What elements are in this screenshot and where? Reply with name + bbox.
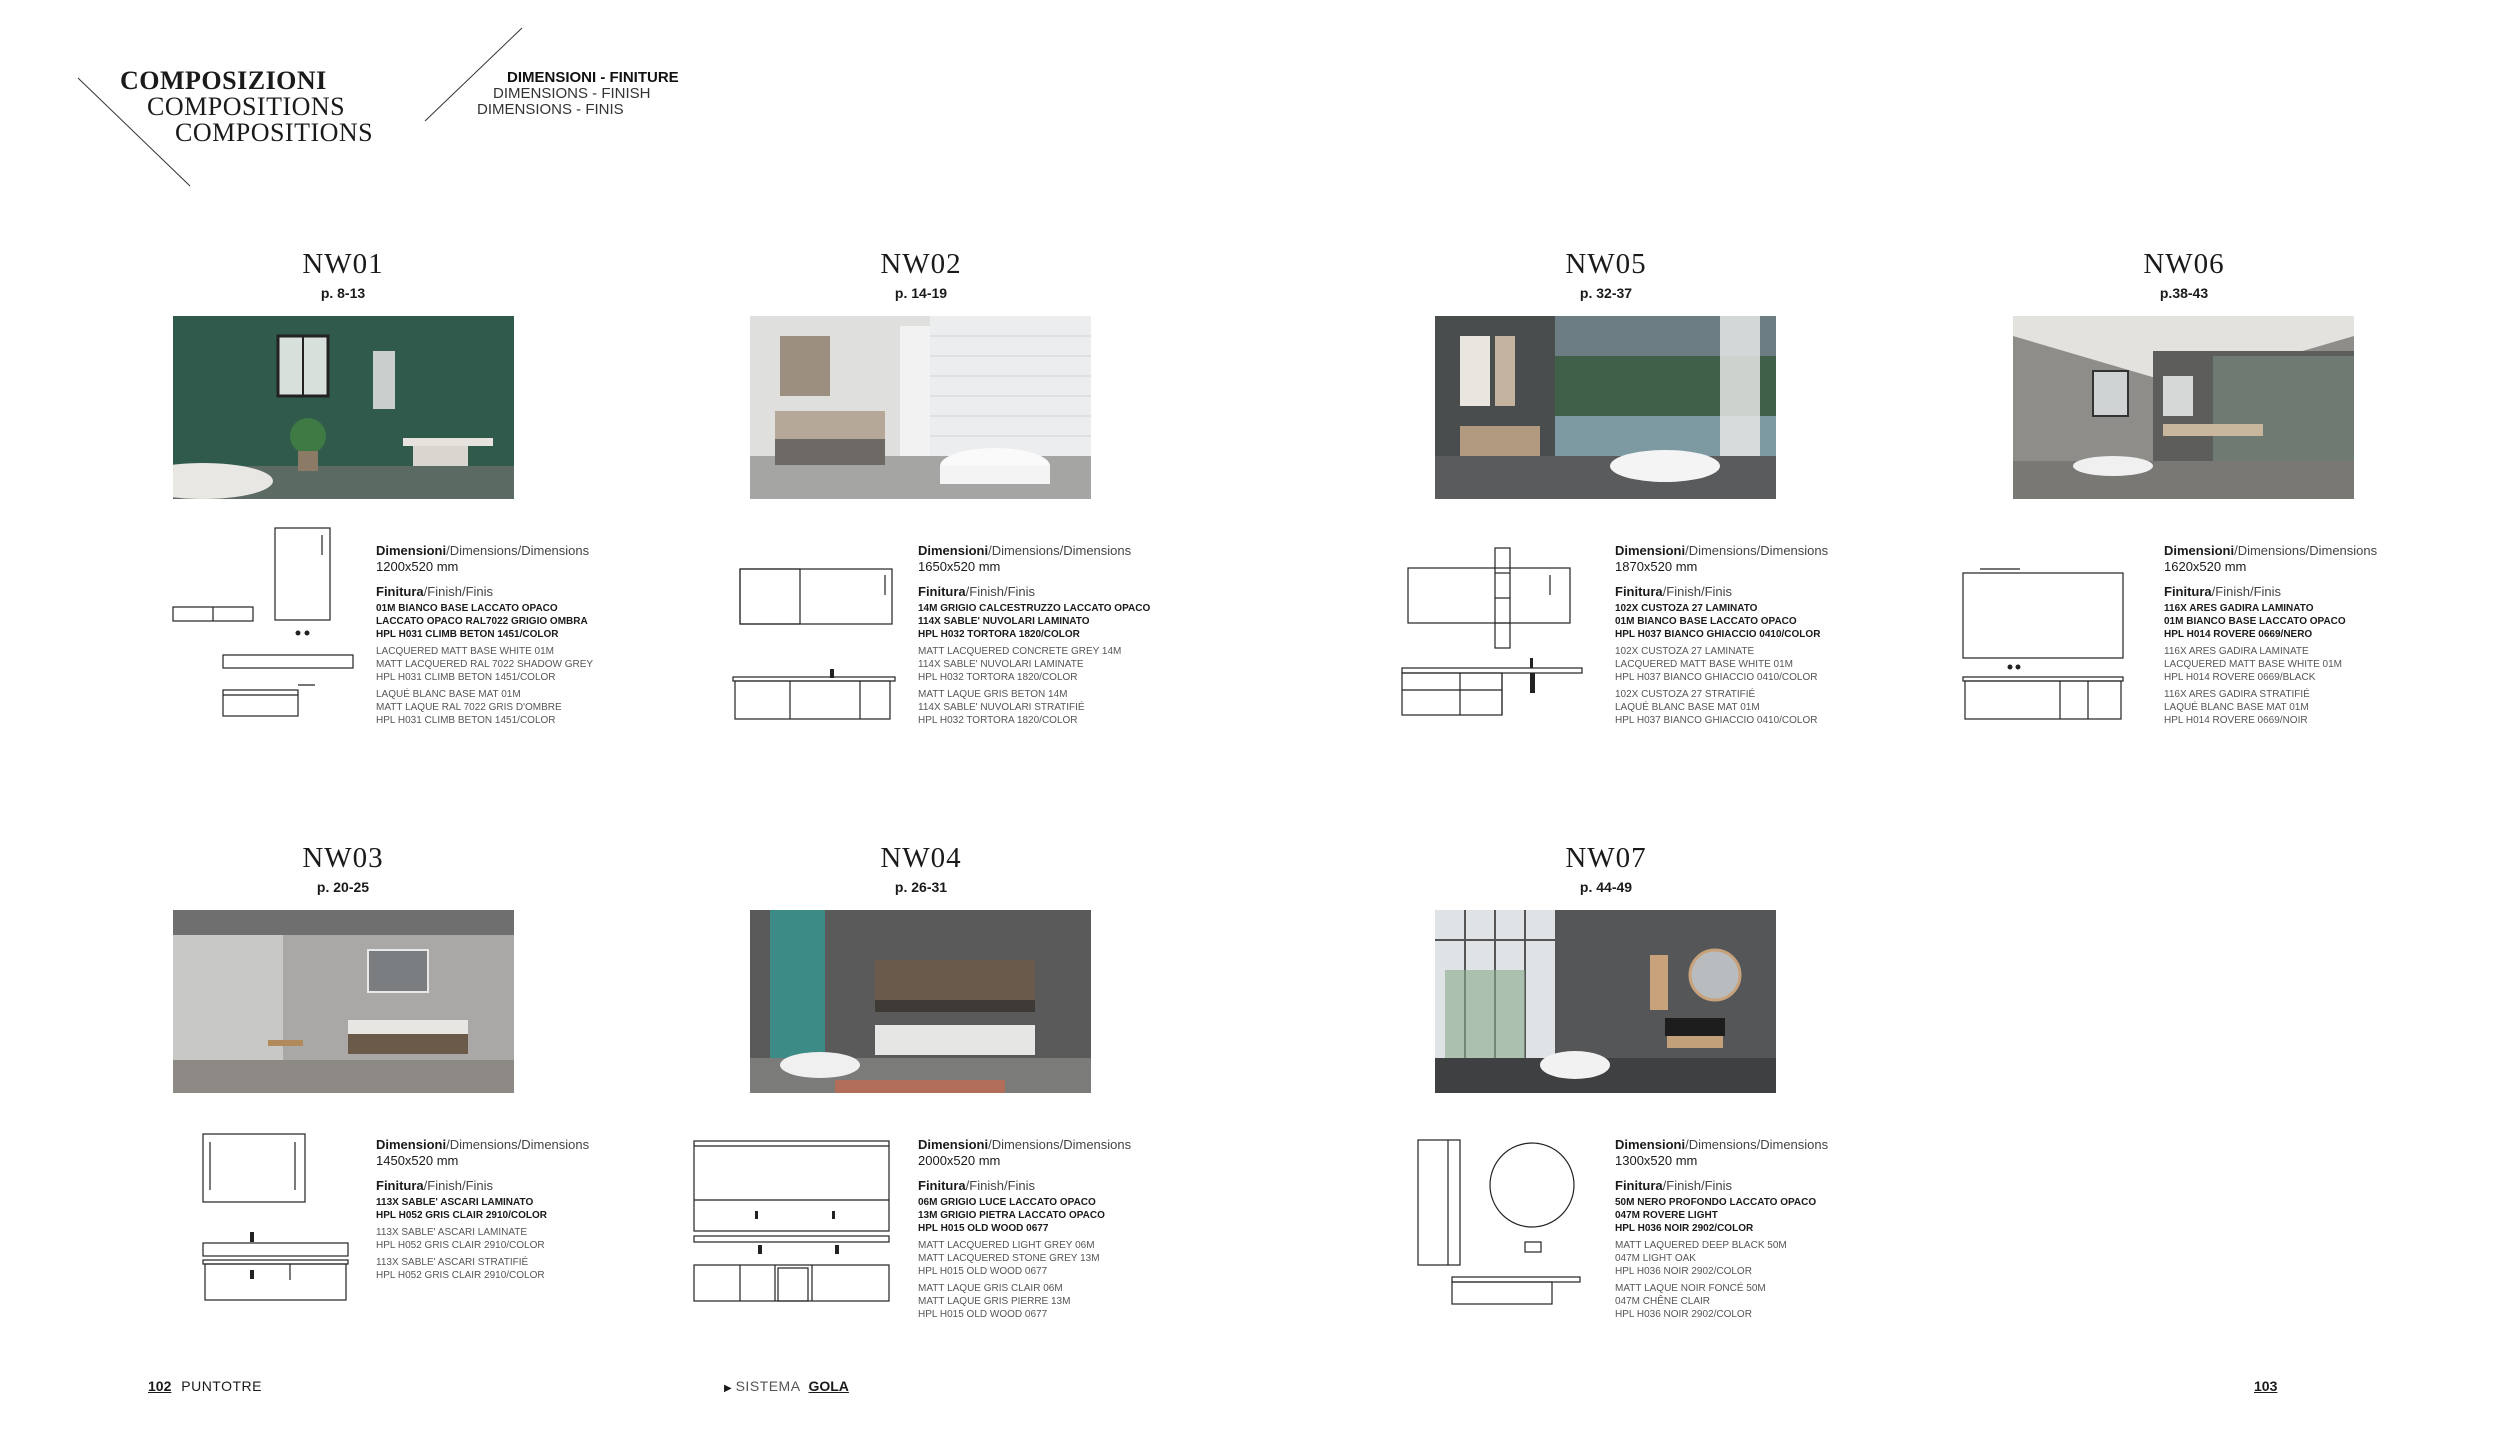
finish-fr-line: MATT LAQUE GRIS CLAIR 06M bbox=[918, 1283, 1063, 1294]
finish-it-line: HPL H015 OLD WOOD 0677 bbox=[918, 1223, 1049, 1234]
dim-label: Dimensioni bbox=[376, 543, 447, 558]
finish-en-line: HPL H032 TORTORA 1820/COLOR bbox=[918, 672, 1078, 683]
dim-label: Dimensioni bbox=[2164, 543, 2235, 558]
finish-it-line: HPL H031 CLIMB BETON 1451/COLOR bbox=[376, 629, 559, 640]
subtitle-dimensions-finish: DIMENSIONS - FINISH bbox=[493, 85, 651, 102]
finish-it-line: 047M ROVERE LIGHT bbox=[1615, 1210, 1718, 1221]
finish-en-line: MATT LACQUERED CONCRETE GREY 14M bbox=[918, 646, 1122, 657]
finish-fr-line: 114X SABLE' NUVOLARI STRATIFIÉ bbox=[918, 702, 1085, 713]
triangle-right-icon: ▶ bbox=[724, 1383, 732, 1394]
dim-label-translations: /Dimensions/Dimensions bbox=[446, 1137, 590, 1152]
spec-nw06 bbox=[2164, 543, 2424, 727]
finish-it-line: 01M BIANCO BASE LACCATO OPACO bbox=[2164, 616, 2346, 627]
comp-title-nw02: NW02 bbox=[880, 248, 962, 280]
finish-it-line: 116X ARES GADIRA LAMINATO bbox=[2164, 603, 2314, 614]
finish-fr-line: HPL H036 NOIR 2902/COLOR bbox=[1615, 1309, 1752, 1320]
comp-page-nw03: p. 20-25 bbox=[316, 879, 370, 895]
brand-name: PUNTOTRE bbox=[181, 1378, 262, 1394]
comp-page-nw02: p. 14-19 bbox=[894, 285, 948, 301]
finish-en-line: HPL H031 CLIMB BETON 1451/COLOR bbox=[376, 672, 556, 683]
finish-fr-line: HPL H052 GRIS CLAIR 2910/COLOR bbox=[376, 1270, 545, 1281]
dim-label: Dimensioni bbox=[1615, 543, 1686, 558]
photo-nw05 bbox=[1435, 316, 1776, 499]
drawing-nw02 bbox=[730, 565, 900, 725]
photo-nw01 bbox=[173, 316, 514, 499]
dim-label: Dimensioni bbox=[918, 1137, 989, 1152]
finish-it-line: HPL H037 BIANCO GHIACCIO 0410/COLOR bbox=[1615, 629, 1821, 640]
comp-page-nw04: p. 26-31 bbox=[894, 879, 948, 895]
finish-en-line: MATT LACQUERED STONE GREY 13M bbox=[918, 1253, 1100, 1264]
size-nw04: 2000x520 mm bbox=[918, 1153, 1001, 1168]
fin-label: Finitura bbox=[376, 584, 424, 599]
spec-nw01 bbox=[376, 543, 636, 727]
dim-label: Dimensioni bbox=[1615, 1137, 1686, 1152]
finish-it-line: 01M BIANCO BASE LACCATO OPACO bbox=[1615, 616, 1797, 627]
finish-fr-line: LAQUÉ BLANC BASE MAT 01M bbox=[376, 689, 521, 700]
finish-fr-line: 116X ARES GADIRA STRATIFIÉ bbox=[2164, 689, 2310, 700]
finish-fr-line: MATT LAQUE NOIR FONCÉ 50M bbox=[1615, 1283, 1766, 1294]
fin-label-translations: /Finish/Finis bbox=[423, 1178, 494, 1193]
footer-center bbox=[724, 1378, 849, 1394]
finish-en-line: MATT LAQUERED DEEP BLACK 50M bbox=[1615, 1240, 1787, 1251]
drawing-nw04 bbox=[690, 1138, 900, 1308]
finish-fr-line: LAQUÉ BLANC BASE MAT 01M bbox=[1615, 702, 1760, 713]
finish-it-line: HPL H032 TORTORA 1820/COLOR bbox=[918, 629, 1080, 640]
finish-fr-line: MATT LAQUE GRIS PIERRE 13M bbox=[918, 1296, 1071, 1307]
finish-en-line: HPL H015 OLD WOOD 0677 bbox=[918, 1266, 1048, 1277]
finish-it-line: LACCATO OPACO RAL7022 GRIGIO OMBRA bbox=[376, 616, 588, 627]
finish-fr-line: HPL H015 OLD WOOD 0677 bbox=[918, 1309, 1048, 1320]
finish-fr-line: LAQUÉ BLANC BASE MAT 01M bbox=[2164, 702, 2309, 713]
fin-label: Finitura bbox=[1615, 584, 1663, 599]
drawing-nw07 bbox=[1410, 1130, 1600, 1305]
finish-en-line: MATT LACQUERED LIGHT GREY 06M bbox=[918, 1240, 1095, 1251]
photo-nw03 bbox=[173, 910, 514, 1093]
comp-title-nw05: NW05 bbox=[1565, 248, 1647, 280]
finish-it-line: 114X SABLE' NUVOLARI LAMINATO bbox=[918, 616, 1090, 627]
comp-page-nw07: p. 44-49 bbox=[1579, 879, 1633, 895]
dim-label-translations: /Dimensions/Dimensions bbox=[1685, 1137, 1829, 1152]
drawing-nw06 bbox=[1960, 565, 2135, 725]
finish-it-line: 06M GRIGIO LUCE LACCATO OPACO bbox=[918, 1197, 1096, 1208]
fin-label-translations: /Finish/Finis bbox=[965, 584, 1036, 599]
finish-it-line: HPL H052 GRIS CLAIR 2910/COLOR bbox=[376, 1210, 547, 1221]
size-nw02: 1650x520 mm bbox=[918, 559, 1001, 574]
finish-en-line: 114X SABLE' NUVOLARI LAMINATE bbox=[918, 659, 1084, 670]
comp-page-nw06: p.38-43 bbox=[2159, 285, 2209, 301]
finish-fr-line: HPL H032 TORTORA 1820/COLOR bbox=[918, 715, 1078, 726]
finish-fr-line: HPL H014 ROVERE 0669/NOIR bbox=[2164, 715, 2308, 726]
finish-it-line: HPL H014 ROVERE 0669/NERO bbox=[2164, 629, 2313, 640]
fin-label-translations: /Finish/Finis bbox=[423, 584, 494, 599]
finish-it-line: 01M BIANCO BASE LACCATO OPACO bbox=[376, 603, 558, 614]
finish-en-line: HPL H036 NOIR 2902/COLOR bbox=[1615, 1266, 1752, 1277]
title-compositions-fr: COMPOSITIONS bbox=[175, 118, 374, 147]
dim-label-translations: /Dimensions/Dimensions bbox=[1685, 543, 1829, 558]
fin-label-translations: /Finish/Finis bbox=[965, 1178, 1036, 1193]
comp-title-nw07: NW07 bbox=[1565, 842, 1647, 874]
finish-en-line: 102X CUSTOZA 27 LAMINATE bbox=[1615, 646, 1755, 657]
size-nw06: 1620x520 mm bbox=[2164, 559, 2247, 574]
dim-label-translations: /Dimensions/Dimensions bbox=[446, 543, 590, 558]
fin-label: Finitura bbox=[918, 584, 966, 599]
finish-fr-line: HPL H037 BIANCO GHIACCIO 0410/COLOR bbox=[1615, 715, 1818, 726]
finish-fr-line: HPL H031 CLIMB BETON 1451/COLOR bbox=[376, 715, 556, 726]
size-nw05: 1870x520 mm bbox=[1615, 559, 1698, 574]
dim-label: Dimensioni bbox=[376, 1137, 447, 1152]
fin-label: Finitura bbox=[2164, 584, 2212, 599]
subtitle-dimensions-finis: DIMENSIONS - FINIS bbox=[477, 101, 624, 118]
size-nw03: 1450x520 mm bbox=[376, 1153, 459, 1168]
finish-en-line: LACQUERED MATT BASE WHITE 01M bbox=[1615, 659, 1793, 670]
spec-nw07 bbox=[1615, 1137, 1875, 1321]
finish-it-line: 50M NERO PROFONDO LACCATO OPACO bbox=[1615, 1197, 1817, 1208]
size-nw01: 1200x520 mm bbox=[376, 559, 459, 574]
system-label: SISTEMA bbox=[735, 1378, 801, 1394]
title-compositions-en: COMPOSITIONS bbox=[147, 92, 346, 121]
photo-nw07 bbox=[1435, 910, 1776, 1093]
finish-fr-line: 047M CHÊNE CLAIR bbox=[1615, 1296, 1711, 1307]
footer-left bbox=[148, 1378, 262, 1394]
system-name: GOLA bbox=[808, 1378, 849, 1394]
dim-label-translations: /Dimensions/Dimensions bbox=[988, 543, 1132, 558]
finish-it-line: 102X CUSTOZA 27 LAMINATO bbox=[1615, 603, 1758, 614]
finish-en-line: MATT LACQUERED RAL 7022 SHADOW GREY bbox=[376, 659, 594, 670]
finish-en-line: LACQUERED MATT BASE WHITE 01M bbox=[2164, 659, 2342, 670]
finish-en-line: 047M LIGHT OAK bbox=[1615, 1253, 1696, 1264]
footer-right bbox=[2254, 1378, 2277, 1394]
drawing-nw03 bbox=[195, 1130, 365, 1305]
comp-page-nw01: p. 8-13 bbox=[320, 285, 366, 301]
photo-nw06 bbox=[2013, 316, 2354, 499]
spec-nw04 bbox=[918, 1137, 1178, 1321]
finish-it-line: 14M GRIGIO CALCESTRUZZO LACCATO OPACO bbox=[918, 603, 1151, 614]
subtitle-dimensioni-finiture: DIMENSIONI - FINITURE bbox=[507, 69, 679, 86]
title-composizioni: COMPOSIZIONI bbox=[120, 66, 327, 95]
spec-nw03 bbox=[376, 1137, 636, 1282]
fin-label-translations: /Finish/Finis bbox=[1662, 584, 1733, 599]
spec-nw05 bbox=[1615, 543, 1875, 727]
finish-en-line: HPL H037 BIANCO GHIACCIO 0410/COLOR bbox=[1615, 672, 1818, 683]
dim-label-translations: /Dimensions/Dimensions bbox=[2234, 543, 2378, 558]
comp-title-nw03: NW03 bbox=[302, 842, 384, 874]
finish-en-line: HPL H052 GRIS CLAIR 2910/COLOR bbox=[376, 1240, 545, 1251]
dim-label: Dimensioni bbox=[918, 543, 989, 558]
spec-nw02 bbox=[918, 543, 1178, 727]
comp-title-nw01: NW01 bbox=[302, 248, 384, 280]
photo-nw04 bbox=[750, 910, 1091, 1093]
fin-label: Finitura bbox=[376, 1178, 424, 1193]
finish-it-line: 113X SABLE' ASCARI LAMINATO bbox=[376, 1197, 534, 1208]
finish-en-line: LACQUERED MATT BASE WHITE 01M bbox=[376, 646, 554, 657]
fin-label-translations: /Finish/Finis bbox=[2211, 584, 2282, 599]
page-number-left: 102 bbox=[148, 1378, 172, 1394]
finish-en-line: 116X ARES GADIRA LAMINATE bbox=[2164, 646, 2309, 657]
page-number-right: 103 bbox=[2254, 1378, 2278, 1394]
finish-it-line: 13M GRIGIO PIETRA LACCATO OPACO bbox=[918, 1210, 1105, 1221]
finish-fr-line: MATT LAQUE RAL 7022 GRIS D'OMBRE bbox=[376, 702, 562, 713]
finish-en-line: 113X SABLE' ASCARI LAMINATE bbox=[376, 1227, 528, 1238]
photo-nw02 bbox=[750, 316, 1091, 499]
finish-en-line: HPL H014 ROVERE 0669/BLACK bbox=[2164, 672, 2316, 683]
fin-label-translations: /Finish/Finis bbox=[1662, 1178, 1733, 1193]
comp-page-nw05: p. 32-37 bbox=[1579, 285, 1633, 301]
finish-fr-line: 113X SABLE' ASCARI STRATIFIÉ bbox=[376, 1257, 529, 1268]
size-nw07: 1300x520 mm bbox=[1615, 1153, 1698, 1168]
comp-title-nw06: NW06 bbox=[2143, 248, 2225, 280]
fin-label: Finitura bbox=[1615, 1178, 1663, 1193]
finish-fr-line: MATT LAQUE GRIS BETON 14M bbox=[918, 689, 1068, 700]
fin-label: Finitura bbox=[918, 1178, 966, 1193]
drawing-nw05 bbox=[1395, 545, 1595, 720]
dim-label-translations: /Dimensions/Dimensions bbox=[988, 1137, 1132, 1152]
finish-it-line: HPL H036 NOIR 2902/COLOR bbox=[1615, 1223, 1754, 1234]
drawing-nw01 bbox=[170, 525, 370, 720]
finish-fr-line: 102X CUSTOZA 27 STRATIFIÉ bbox=[1615, 689, 1756, 700]
comp-title-nw04: NW04 bbox=[880, 842, 962, 874]
